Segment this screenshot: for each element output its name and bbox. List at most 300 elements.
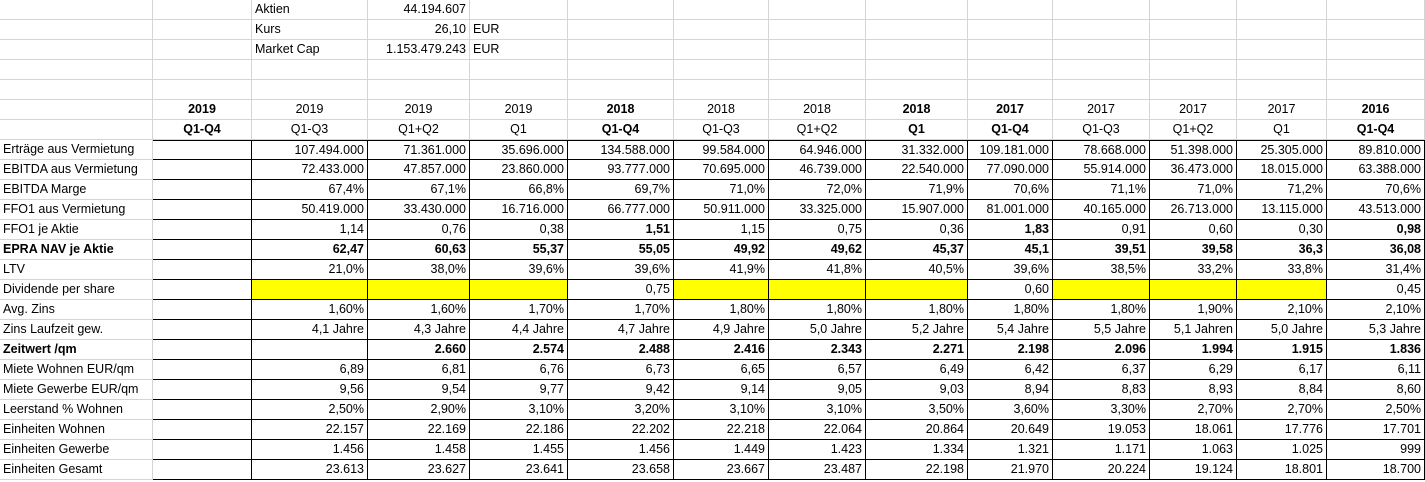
data-cell[interactable]: 23.667 bbox=[674, 460, 769, 480]
data-cell[interactable]: 6,73 bbox=[568, 360, 674, 380]
grid-cell[interactable] bbox=[769, 60, 866, 80]
data-cell[interactable]: 1.334 bbox=[866, 440, 968, 460]
grid-cell[interactable] bbox=[1237, 20, 1327, 40]
grid-cell[interactable] bbox=[1150, 40, 1237, 60]
data-cell[interactable]: 21.970 bbox=[968, 460, 1053, 480]
data-cell[interactable]: 0,38 bbox=[470, 220, 568, 240]
column-year-header[interactable]: 2017 bbox=[1053, 100, 1150, 120]
data-cell[interactable] bbox=[153, 400, 252, 420]
data-cell[interactable]: 33.325.000 bbox=[769, 200, 866, 220]
data-cell[interactable]: 9,56 bbox=[252, 380, 368, 400]
grid-cell[interactable] bbox=[1053, 80, 1150, 100]
data-cell[interactable]: 9,03 bbox=[866, 380, 968, 400]
grid-cell[interactable] bbox=[1327, 60, 1425, 80]
grid-cell[interactable] bbox=[1053, 0, 1150, 20]
data-cell[interactable]: 0,91 bbox=[1053, 220, 1150, 240]
data-cell[interactable]: 3,10% bbox=[470, 400, 568, 420]
data-cell[interactable]: 6,17 bbox=[1237, 360, 1327, 380]
data-cell[interactable]: 8,60 bbox=[1327, 380, 1425, 400]
grid-cell[interactable] bbox=[769, 0, 866, 20]
data-cell[interactable] bbox=[769, 280, 866, 300]
data-cell[interactable]: 1.836 bbox=[1327, 340, 1425, 360]
data-cell[interactable]: 1,60% bbox=[252, 300, 368, 320]
data-cell[interactable] bbox=[674, 280, 769, 300]
data-cell[interactable]: 36.473.000 bbox=[1150, 160, 1237, 180]
data-cell[interactable]: 2.488 bbox=[568, 340, 674, 360]
grid-cell[interactable] bbox=[1150, 80, 1237, 100]
grid-cell[interactable] bbox=[470, 80, 568, 100]
data-cell[interactable]: 2.574 bbox=[470, 340, 568, 360]
column-period-header[interactable]: Q1+Q2 bbox=[1150, 120, 1237, 140]
grid-cell[interactable] bbox=[470, 60, 568, 80]
data-cell[interactable]: 4,4 Jahre bbox=[470, 320, 568, 340]
info-value[interactable]: 26,10 bbox=[368, 20, 470, 40]
data-cell[interactable]: 16.716.000 bbox=[470, 200, 568, 220]
grid-cell[interactable] bbox=[568, 60, 674, 80]
data-cell[interactable]: 6,89 bbox=[252, 360, 368, 380]
data-cell[interactable]: 36,08 bbox=[1327, 240, 1425, 260]
grid-cell[interactable] bbox=[0, 120, 153, 140]
data-cell[interactable]: 81.001.000 bbox=[968, 200, 1053, 220]
grid-cell[interactable] bbox=[968, 0, 1053, 20]
data-cell[interactable]: 20.224 bbox=[1053, 460, 1150, 480]
data-cell[interactable]: 1.025 bbox=[1237, 440, 1327, 460]
grid-cell[interactable] bbox=[1053, 20, 1150, 40]
row-label[interactable]: Zeitwert /qm bbox=[0, 340, 153, 360]
data-cell[interactable]: 109.181.000 bbox=[968, 140, 1053, 160]
data-cell[interactable]: 67,1% bbox=[368, 180, 470, 200]
data-cell[interactable]: 107.494.000 bbox=[252, 140, 368, 160]
data-cell[interactable]: 22.186 bbox=[470, 420, 568, 440]
data-cell[interactable]: 39,58 bbox=[1150, 240, 1237, 260]
data-cell[interactable] bbox=[252, 280, 368, 300]
grid-cell[interactable] bbox=[1237, 80, 1327, 100]
data-cell[interactable]: 1,15 bbox=[674, 220, 769, 240]
data-cell[interactable]: 1,14 bbox=[252, 220, 368, 240]
data-cell[interactable]: 1.915 bbox=[1237, 340, 1327, 360]
data-cell[interactable]: 46.739.000 bbox=[769, 160, 866, 180]
data-cell[interactable]: 39,6% bbox=[470, 260, 568, 280]
data-cell[interactable] bbox=[252, 340, 368, 360]
data-cell[interactable]: 39,51 bbox=[1053, 240, 1150, 260]
data-cell[interactable]: 1.171 bbox=[1053, 440, 1150, 460]
row-label[interactable]: Avg. Zins bbox=[0, 300, 153, 320]
data-cell[interactable]: 33,8% bbox=[1237, 260, 1327, 280]
grid-cell[interactable] bbox=[0, 40, 153, 60]
column-period-header[interactable]: Q1 bbox=[1237, 120, 1327, 140]
grid-cell[interactable] bbox=[674, 40, 769, 60]
data-cell[interactable]: 1,70% bbox=[470, 300, 568, 320]
data-cell[interactable]: 22.169 bbox=[368, 420, 470, 440]
data-cell[interactable]: 0,36 bbox=[866, 220, 968, 240]
data-cell[interactable]: 134.588.000 bbox=[568, 140, 674, 160]
grid-cell[interactable] bbox=[568, 80, 674, 100]
column-year-header[interactable]: 2018 bbox=[568, 100, 674, 120]
data-cell[interactable]: 6,81 bbox=[368, 360, 470, 380]
data-cell[interactable]: 20.864 bbox=[866, 420, 968, 440]
data-cell[interactable]: 1,80% bbox=[674, 300, 769, 320]
data-cell[interactable]: 8,93 bbox=[1150, 380, 1237, 400]
data-cell[interactable]: 77.090.000 bbox=[968, 160, 1053, 180]
data-cell[interactable]: 47.857.000 bbox=[368, 160, 470, 180]
data-cell[interactable]: 41,8% bbox=[769, 260, 866, 280]
data-cell[interactable]: 5,0 Jahre bbox=[1237, 320, 1327, 340]
data-cell[interactable]: 41,9% bbox=[674, 260, 769, 280]
grid-cell[interactable] bbox=[1150, 20, 1237, 40]
data-cell[interactable]: 45,1 bbox=[968, 240, 1053, 260]
grid-cell[interactable] bbox=[968, 20, 1053, 40]
data-cell[interactable]: 9,54 bbox=[368, 380, 470, 400]
data-cell[interactable]: 9,14 bbox=[674, 380, 769, 400]
data-cell[interactable]: 1,80% bbox=[1053, 300, 1150, 320]
grid-cell[interactable] bbox=[769, 40, 866, 60]
data-cell[interactable]: 99.584.000 bbox=[674, 140, 769, 160]
data-cell[interactable]: 62,47 bbox=[252, 240, 368, 260]
column-year-header[interactable]: 2017 bbox=[1150, 100, 1237, 120]
data-cell[interactable]: 18.700 bbox=[1327, 460, 1425, 480]
data-cell[interactable]: 36,3 bbox=[1237, 240, 1327, 260]
column-period-header[interactable]: Q1-Q4 bbox=[153, 120, 252, 140]
data-cell[interactable]: 31.332.000 bbox=[866, 140, 968, 160]
data-cell[interactable]: 23.627 bbox=[368, 460, 470, 480]
row-label[interactable]: Leerstand % Wohnen bbox=[0, 400, 153, 420]
row-label[interactable]: Miete Gewerbe EUR/qm bbox=[0, 380, 153, 400]
data-cell[interactable] bbox=[153, 360, 252, 380]
data-cell[interactable]: 9,77 bbox=[470, 380, 568, 400]
data-cell[interactable]: 1.456 bbox=[568, 440, 674, 460]
data-cell[interactable]: 39,6% bbox=[568, 260, 674, 280]
grid-cell[interactable] bbox=[0, 100, 153, 120]
data-cell[interactable] bbox=[153, 240, 252, 260]
row-label[interactable]: Einheiten Wohnen bbox=[0, 420, 153, 440]
data-cell[interactable]: 0,60 bbox=[968, 280, 1053, 300]
data-cell[interactable]: 45,37 bbox=[866, 240, 968, 260]
grid-cell[interactable] bbox=[1053, 60, 1150, 80]
data-cell[interactable]: 3,10% bbox=[769, 400, 866, 420]
data-cell[interactable]: 66,8% bbox=[470, 180, 568, 200]
data-cell[interactable]: 19.124 bbox=[1150, 460, 1237, 480]
grid-cell[interactable] bbox=[674, 20, 769, 40]
data-cell[interactable]: 13.115.000 bbox=[1237, 200, 1327, 220]
data-cell[interactable]: 6,37 bbox=[1053, 360, 1150, 380]
data-cell[interactable]: 23.658 bbox=[568, 460, 674, 480]
data-cell[interactable]: 2,70% bbox=[1150, 400, 1237, 420]
row-label[interactable]: Dividende per share bbox=[0, 280, 153, 300]
column-year-header[interactable]: 2019 bbox=[153, 100, 252, 120]
data-cell[interactable]: 38,0% bbox=[368, 260, 470, 280]
data-cell[interactable]: 67,4% bbox=[252, 180, 368, 200]
row-label[interactable]: Einheiten Gewerbe bbox=[0, 440, 153, 460]
data-cell[interactable]: 1,51 bbox=[568, 220, 674, 240]
data-cell[interactable]: 5,3 Jahre bbox=[1327, 320, 1425, 340]
grid-cell[interactable] bbox=[153, 60, 252, 80]
data-cell[interactable]: 3,10% bbox=[674, 400, 769, 420]
data-cell[interactable]: 1.458 bbox=[368, 440, 470, 460]
data-cell[interactable]: 78.668.000 bbox=[1053, 140, 1150, 160]
row-label[interactable]: Miete Wohnen EUR/qm bbox=[0, 360, 153, 380]
grid-cell[interactable] bbox=[769, 20, 866, 40]
data-cell[interactable]: 1.449 bbox=[674, 440, 769, 460]
row-label[interactable]: FFO1 aus Vermietung bbox=[0, 200, 153, 220]
data-cell[interactable]: 22.198 bbox=[866, 460, 968, 480]
data-cell[interactable]: 5,1 Jahren bbox=[1150, 320, 1237, 340]
data-cell[interactable]: 40,5% bbox=[866, 260, 968, 280]
data-cell[interactable]: 2,90% bbox=[368, 400, 470, 420]
info-unit[interactable]: EUR bbox=[470, 20, 568, 40]
data-cell[interactable]: 9,42 bbox=[568, 380, 674, 400]
data-cell[interactable] bbox=[153, 300, 252, 320]
grid-cell[interactable] bbox=[568, 0, 674, 20]
data-cell[interactable]: 1.063 bbox=[1150, 440, 1237, 460]
data-cell[interactable]: 39,6% bbox=[968, 260, 1053, 280]
data-cell[interactable]: 2,50% bbox=[252, 400, 368, 420]
data-cell[interactable]: 6,76 bbox=[470, 360, 568, 380]
data-cell[interactable]: 19.053 bbox=[1053, 420, 1150, 440]
data-cell[interactable]: 23.613 bbox=[252, 460, 368, 480]
column-year-header[interactable]: 2019 bbox=[252, 100, 368, 120]
info-value[interactable]: 1.153.479.243 bbox=[368, 40, 470, 60]
data-cell[interactable]: 71,2% bbox=[1237, 180, 1327, 200]
data-cell[interactable]: 23.860.000 bbox=[470, 160, 568, 180]
data-cell[interactable]: 89.810.000 bbox=[1327, 140, 1425, 160]
data-cell[interactable]: 55,05 bbox=[568, 240, 674, 260]
grid-cell[interactable] bbox=[0, 20, 153, 40]
data-cell[interactable]: 18.061 bbox=[1150, 420, 1237, 440]
info-label[interactable]: Aktien bbox=[252, 0, 368, 20]
data-cell[interactable]: 66.777.000 bbox=[568, 200, 674, 220]
data-cell[interactable]: 71,9% bbox=[866, 180, 968, 200]
column-year-header[interactable]: 2018 bbox=[769, 100, 866, 120]
data-cell[interactable] bbox=[153, 180, 252, 200]
grid-cell[interactable] bbox=[0, 0, 153, 20]
grid-cell[interactable] bbox=[1327, 20, 1425, 40]
data-cell[interactable] bbox=[866, 280, 968, 300]
grid-cell[interactable] bbox=[866, 80, 968, 100]
grid-cell[interactable] bbox=[568, 40, 674, 60]
data-cell[interactable]: 0,45 bbox=[1327, 280, 1425, 300]
column-period-header[interactable]: Q1-Q3 bbox=[252, 120, 368, 140]
grid-cell[interactable] bbox=[866, 0, 968, 20]
grid-cell[interactable] bbox=[866, 60, 968, 80]
data-cell[interactable]: 6,57 bbox=[769, 360, 866, 380]
data-cell[interactable]: 1.456 bbox=[252, 440, 368, 460]
grid-cell[interactable] bbox=[674, 60, 769, 80]
data-cell[interactable]: 1,80% bbox=[866, 300, 968, 320]
data-cell[interactable]: 8,84 bbox=[1237, 380, 1327, 400]
data-cell[interactable]: 2.096 bbox=[1053, 340, 1150, 360]
column-period-header[interactable]: Q1-Q4 bbox=[1327, 120, 1425, 140]
data-cell[interactable]: 49,62 bbox=[769, 240, 866, 260]
data-cell[interactable]: 2.416 bbox=[674, 340, 769, 360]
column-year-header[interactable]: 2019 bbox=[470, 100, 568, 120]
data-cell[interactable]: 6,42 bbox=[968, 360, 1053, 380]
data-cell[interactable]: 999 bbox=[1327, 440, 1425, 460]
grid-cell[interactable] bbox=[968, 80, 1053, 100]
data-cell[interactable]: 17.776 bbox=[1237, 420, 1327, 440]
data-cell[interactable]: 55,37 bbox=[470, 240, 568, 260]
info-value[interactable]: 44.194.607 bbox=[368, 0, 470, 20]
data-cell[interactable]: 4,7 Jahre bbox=[568, 320, 674, 340]
data-cell[interactable]: 5,0 Jahre bbox=[769, 320, 866, 340]
data-cell[interactable]: 2,50% bbox=[1327, 400, 1425, 420]
row-label[interactable]: Erträge aus Vermietung bbox=[0, 140, 153, 160]
info-unit[interactable]: EUR bbox=[470, 40, 568, 60]
data-cell[interactable]: 1.455 bbox=[470, 440, 568, 460]
data-cell[interactable] bbox=[368, 280, 470, 300]
row-label[interactable]: EBITDA Marge bbox=[0, 180, 153, 200]
data-cell[interactable] bbox=[153, 160, 252, 180]
data-cell[interactable]: 18.801 bbox=[1237, 460, 1327, 480]
grid-cell[interactable] bbox=[0, 60, 153, 80]
row-label[interactable]: EBITDA aus Vermietung bbox=[0, 160, 153, 180]
data-cell[interactable] bbox=[153, 440, 252, 460]
data-cell[interactable]: 22.218 bbox=[674, 420, 769, 440]
grid-cell[interactable] bbox=[1150, 0, 1237, 20]
grid-cell[interactable] bbox=[0, 80, 153, 100]
data-cell[interactable] bbox=[153, 260, 252, 280]
data-cell[interactable]: 50.911.000 bbox=[674, 200, 769, 220]
grid-cell[interactable] bbox=[866, 20, 968, 40]
data-cell[interactable]: 2,70% bbox=[1237, 400, 1327, 420]
data-cell[interactable]: 25.305.000 bbox=[1237, 140, 1327, 160]
data-cell[interactable] bbox=[153, 380, 252, 400]
data-cell[interactable]: 8,83 bbox=[1053, 380, 1150, 400]
column-period-header[interactable]: Q1-Q3 bbox=[1053, 120, 1150, 140]
data-cell[interactable]: 51.398.000 bbox=[1150, 140, 1237, 160]
grid-cell[interactable] bbox=[568, 20, 674, 40]
grid-cell[interactable] bbox=[1053, 40, 1150, 60]
data-cell[interactable]: 18.015.000 bbox=[1237, 160, 1327, 180]
data-cell[interactable]: 3,50% bbox=[866, 400, 968, 420]
data-cell[interactable]: 0,75 bbox=[568, 280, 674, 300]
data-cell[interactable]: 4,9 Jahre bbox=[674, 320, 769, 340]
data-cell[interactable]: 5,5 Jahre bbox=[1053, 320, 1150, 340]
column-year-header[interactable]: 2019 bbox=[368, 100, 470, 120]
data-cell[interactable]: 1,90% bbox=[1150, 300, 1237, 320]
column-period-header[interactable]: Q1-Q4 bbox=[568, 120, 674, 140]
grid-cell[interactable] bbox=[1237, 60, 1327, 80]
grid-cell[interactable] bbox=[674, 0, 769, 20]
data-cell[interactable] bbox=[470, 280, 568, 300]
data-cell[interactable]: 5,4 Jahre bbox=[968, 320, 1053, 340]
data-cell[interactable]: 1.423 bbox=[769, 440, 866, 460]
column-period-header[interactable]: Q1-Q3 bbox=[674, 120, 769, 140]
data-cell[interactable]: 35.696.000 bbox=[470, 140, 568, 160]
grid-cell[interactable] bbox=[153, 0, 252, 20]
data-cell[interactable]: 93.777.000 bbox=[568, 160, 674, 180]
column-year-header[interactable]: 2018 bbox=[866, 100, 968, 120]
info-unit[interactable] bbox=[470, 0, 568, 20]
data-cell[interactable] bbox=[153, 280, 252, 300]
data-cell[interactable]: 2,10% bbox=[1327, 300, 1425, 320]
row-label[interactable]: Zins Laufzeit gew. bbox=[0, 320, 153, 340]
data-cell[interactable]: 2,10% bbox=[1237, 300, 1327, 320]
data-cell[interactable] bbox=[153, 200, 252, 220]
data-cell[interactable]: 63.388.000 bbox=[1327, 160, 1425, 180]
info-label[interactable]: Market Cap bbox=[252, 40, 368, 60]
grid-cell[interactable] bbox=[368, 80, 470, 100]
data-cell[interactable]: 4,1 Jahre bbox=[252, 320, 368, 340]
data-cell[interactable]: 21,0% bbox=[252, 260, 368, 280]
data-cell[interactable]: 38,5% bbox=[1053, 260, 1150, 280]
data-cell[interactable]: 33,2% bbox=[1150, 260, 1237, 280]
data-cell[interactable]: 22.064 bbox=[769, 420, 866, 440]
grid-cell[interactable] bbox=[1327, 80, 1425, 100]
column-year-header[interactable]: 2018 bbox=[674, 100, 769, 120]
data-cell[interactable]: 6,11 bbox=[1327, 360, 1425, 380]
data-cell[interactable]: 1,70% bbox=[568, 300, 674, 320]
data-cell[interactable] bbox=[1237, 280, 1327, 300]
grid-cell[interactable] bbox=[769, 80, 866, 100]
data-cell[interactable]: 22.202 bbox=[568, 420, 674, 440]
data-cell[interactable]: 49,92 bbox=[674, 240, 769, 260]
data-cell[interactable]: 9,05 bbox=[769, 380, 866, 400]
data-cell[interactable]: 1.321 bbox=[968, 440, 1053, 460]
data-cell[interactable]: 26.713.000 bbox=[1150, 200, 1237, 220]
grid-cell[interactable] bbox=[252, 60, 368, 80]
data-cell[interactable] bbox=[153, 460, 252, 480]
data-cell[interactable]: 50.419.000 bbox=[252, 200, 368, 220]
data-cell[interactable]: 20.649 bbox=[968, 420, 1053, 440]
row-label[interactable]: LTV bbox=[0, 260, 153, 280]
data-cell[interactable]: 0,60 bbox=[1150, 220, 1237, 240]
data-cell[interactable]: 60,63 bbox=[368, 240, 470, 260]
data-cell[interactable]: 0,76 bbox=[368, 220, 470, 240]
data-cell[interactable] bbox=[153, 220, 252, 240]
data-cell[interactable]: 4,3 Jahre bbox=[368, 320, 470, 340]
column-year-header[interactable]: 2016 bbox=[1327, 100, 1425, 120]
column-period-header[interactable]: Q1 bbox=[866, 120, 968, 140]
data-cell[interactable]: 71,0% bbox=[1150, 180, 1237, 200]
column-period-header[interactable]: Q1 bbox=[470, 120, 568, 140]
row-label[interactable]: EPRA NAV je Aktie bbox=[0, 240, 153, 260]
data-cell[interactable]: 22.157 bbox=[252, 420, 368, 440]
grid-cell[interactable] bbox=[1327, 0, 1425, 20]
data-cell[interactable]: 71.361.000 bbox=[368, 140, 470, 160]
data-cell[interactable]: 70,6% bbox=[968, 180, 1053, 200]
data-cell[interactable] bbox=[153, 320, 252, 340]
data-cell[interactable] bbox=[153, 420, 252, 440]
data-cell[interactable]: 55.914.000 bbox=[1053, 160, 1150, 180]
data-cell[interactable]: 31,4% bbox=[1327, 260, 1425, 280]
data-cell[interactable]: 72,0% bbox=[769, 180, 866, 200]
data-cell[interactable]: 23.487 bbox=[769, 460, 866, 480]
data-cell[interactable]: 0,30 bbox=[1237, 220, 1327, 240]
data-cell[interactable] bbox=[153, 140, 252, 160]
data-cell[interactable]: 3,30% bbox=[1053, 400, 1150, 420]
grid-cell[interactable] bbox=[968, 60, 1053, 80]
row-label[interactable]: FFO1 je Aktie bbox=[0, 220, 153, 240]
data-cell[interactable]: 6,49 bbox=[866, 360, 968, 380]
data-cell[interactable]: 1,83 bbox=[968, 220, 1053, 240]
data-cell[interactable]: 64.946.000 bbox=[769, 140, 866, 160]
data-cell[interactable]: 1.994 bbox=[1150, 340, 1237, 360]
column-year-header[interactable]: 2017 bbox=[968, 100, 1053, 120]
data-cell[interactable]: 17.701 bbox=[1327, 420, 1425, 440]
data-cell[interactable] bbox=[153, 340, 252, 360]
row-label[interactable]: Einheiten Gesamt bbox=[0, 460, 153, 480]
data-cell[interactable]: 70.695.000 bbox=[674, 160, 769, 180]
grid-cell[interactable] bbox=[968, 40, 1053, 60]
data-cell[interactable]: 1,60% bbox=[368, 300, 470, 320]
data-cell[interactable]: 69,7% bbox=[568, 180, 674, 200]
data-cell[interactable]: 6,65 bbox=[674, 360, 769, 380]
data-cell[interactable]: 0,98 bbox=[1327, 220, 1425, 240]
grid-cell[interactable] bbox=[1327, 40, 1425, 60]
grid-cell[interactable] bbox=[1150, 60, 1237, 80]
data-cell[interactable]: 43.513.000 bbox=[1327, 200, 1425, 220]
data-cell[interactable]: 72.433.000 bbox=[252, 160, 368, 180]
